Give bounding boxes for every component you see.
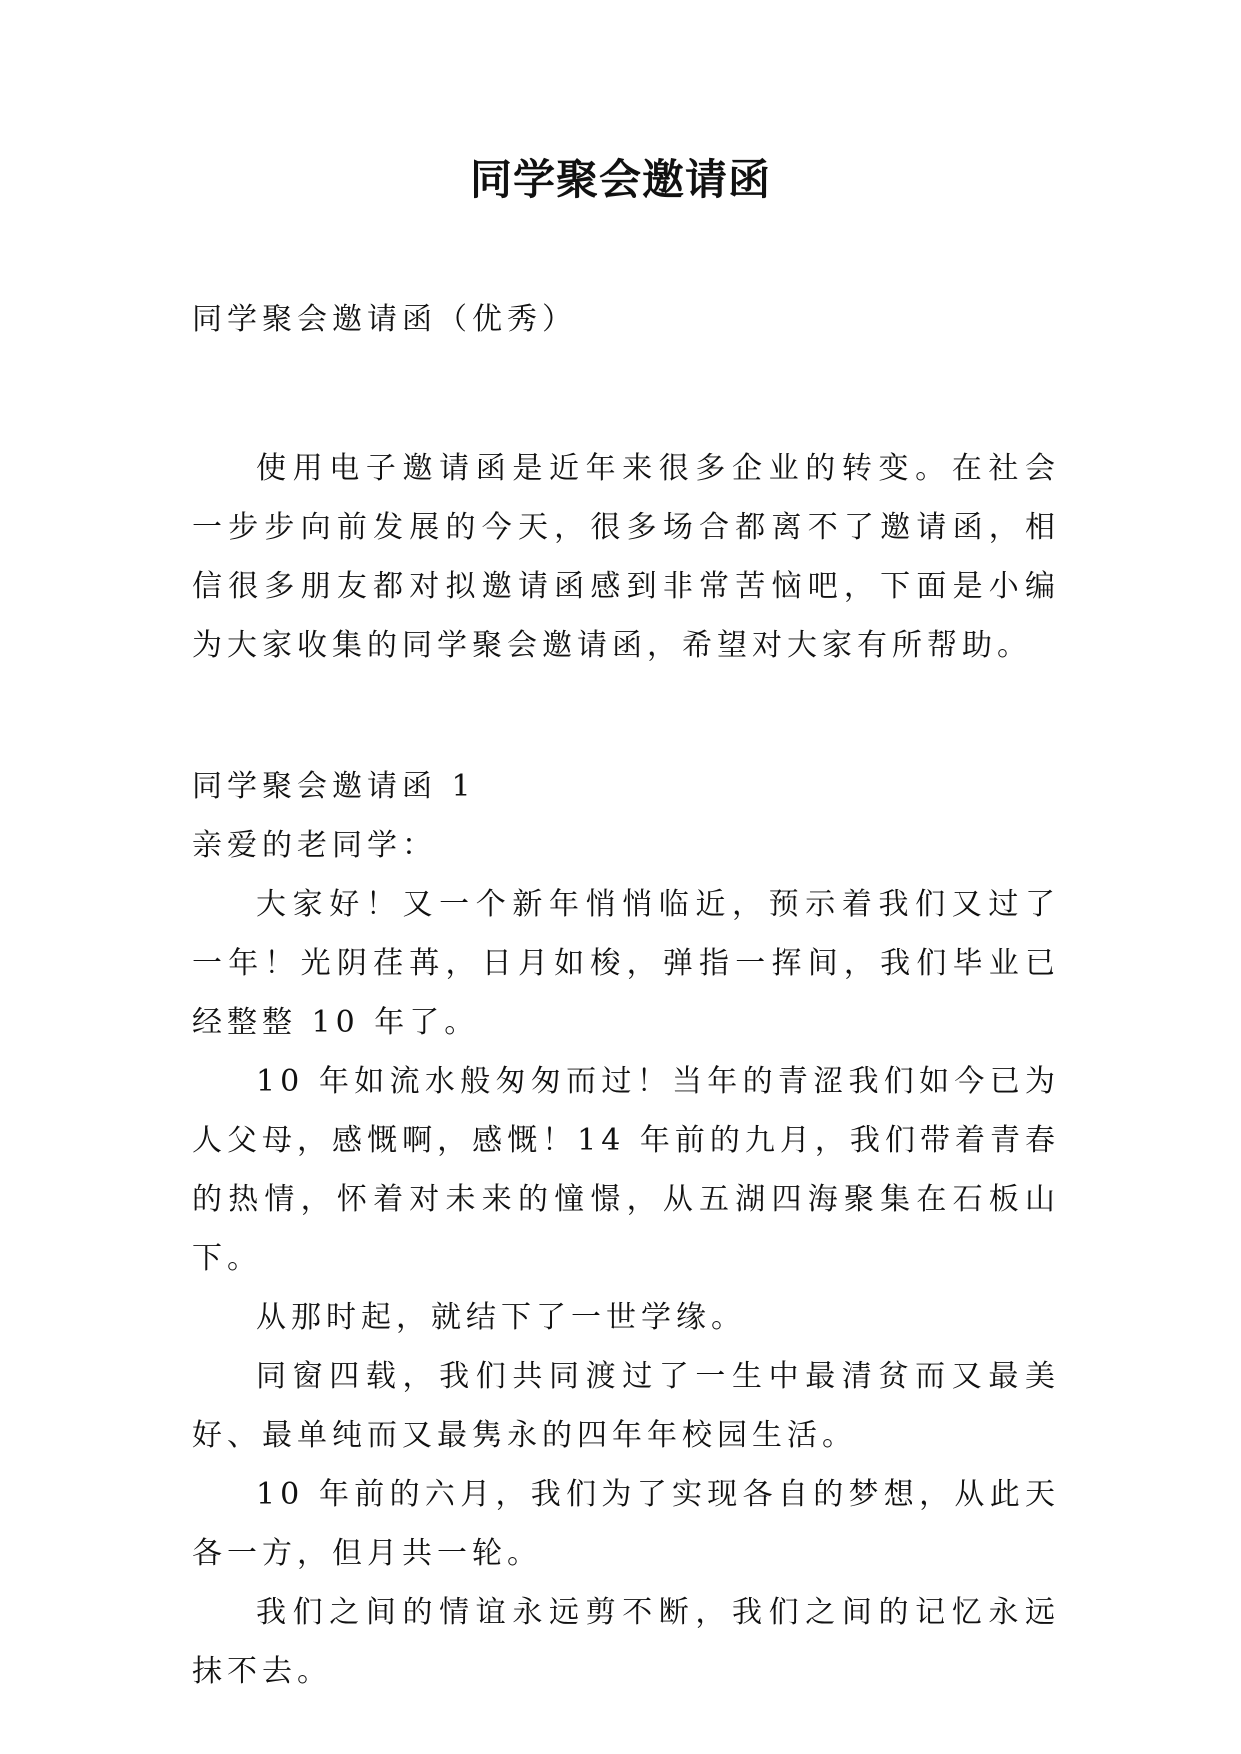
letter-paragraph: 同窗四载，我们共同渡过了一生中最清贫而又最美好、最单纯而又最隽永的四年年校园生活。 [192,1359,1060,1453]
letter-paragraph: 10 年前的六月，我们为了实现各自的梦想，从此天各一方，但月共一轮。 [192,1477,1060,1571]
letter-paragraph: 从那时起，就结下了一世学缘。 [256,1300,746,1335]
spacer [192,675,1060,757]
intro-paragraph: 使用电子邀请函是近年来很多企业的转变。在社会一步步向前发展的今天，很多场合都离不了邀请函，相信很多朋友都对拟邀请函感到非常苦恼吧，下面是小编为大家收集的同学聚会邀请函，希望对大家有所帮助。 [192,451,1060,663]
letter-paragraph: 大家好！又一个新年悄悄临近，预示着我们又过了一年！光阴荏苒，日月如梭，弹指一挥间，我们毕业已经整整 10 年了。 [192,887,1060,1040]
document-body [192,290,1060,1701]
letter-greeting: 亲爱的老同学： [192,828,437,863]
spacer [192,349,1060,439]
letter-paragraph: 10 年如流水般匆匆而过！当年的青涩我们如今已为人父母，感慨啊，感慨！14 年前的九月，我们带着青春的热情，怀着对未来的憧憬，从五湖四海聚集在石板山下。 [192,1064,1060,1276]
letter-paragraph: 我们之间的情谊永远剪不断，我们之间的记忆永远抹不去。 [192,1595,1060,1689]
document-title: 同学聚会邀请函 [469,155,771,204]
document-subtitle: 同学聚会邀请函（优秀） [192,302,577,337]
section-heading: 同学聚会邀请函 1 [192,769,476,804]
